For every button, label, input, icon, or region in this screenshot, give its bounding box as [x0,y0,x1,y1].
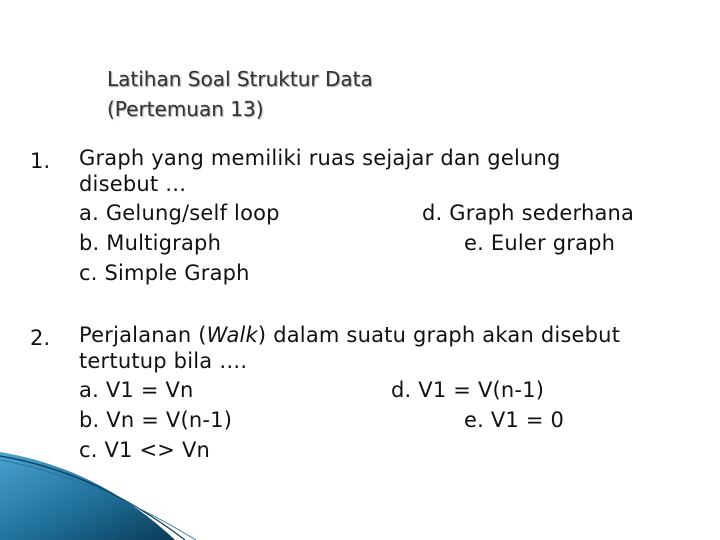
question-stem-line-1: Graph yang memiliki ruas sejajar dan gelung [79,146,561,170]
question-body [79,146,635,288]
question-stem-line-2: tertutup bila …. [79,349,248,373]
question-stem-line-2: disebut … [79,172,187,196]
option-d: d. V1 = V(n-1) [391,378,545,402]
question-number: 1. [30,149,51,173]
option-row [79,228,616,258]
option-e: e. V1 = 0 [464,408,565,432]
option-a: a. V1 = Vn [79,378,194,402]
option-b: b. Vn = V(n-1) [79,408,233,432]
title-line-2: (Pertemuan 13) [107,97,264,121]
option-row [79,405,620,435]
question-number: 2. [30,326,51,350]
stem-post: ) dalam suatu graph akan disebut [257,323,621,347]
option-e: e. Euler graph [464,231,616,255]
title-line-1: Latihan Soal Struktur Data [107,67,373,91]
option-row [79,258,561,288]
slide-title [107,64,373,124]
stem-walk-italic: Walk [206,323,258,347]
option-d: d. Graph sederhana [422,201,635,225]
option-c: c. Simple Graph [79,261,250,285]
option-c: c. V1 <> Vn [79,438,211,462]
question-stem-line-1 [79,323,620,348]
option-b: b. Multigraph [79,231,222,255]
option-a: a. Gelung/self loop [79,201,280,225]
decorative-swoosh [0,440,720,540]
option-row [79,375,620,405]
option-row [79,198,635,228]
stem-pre: Perjalanan ( [79,323,207,347]
